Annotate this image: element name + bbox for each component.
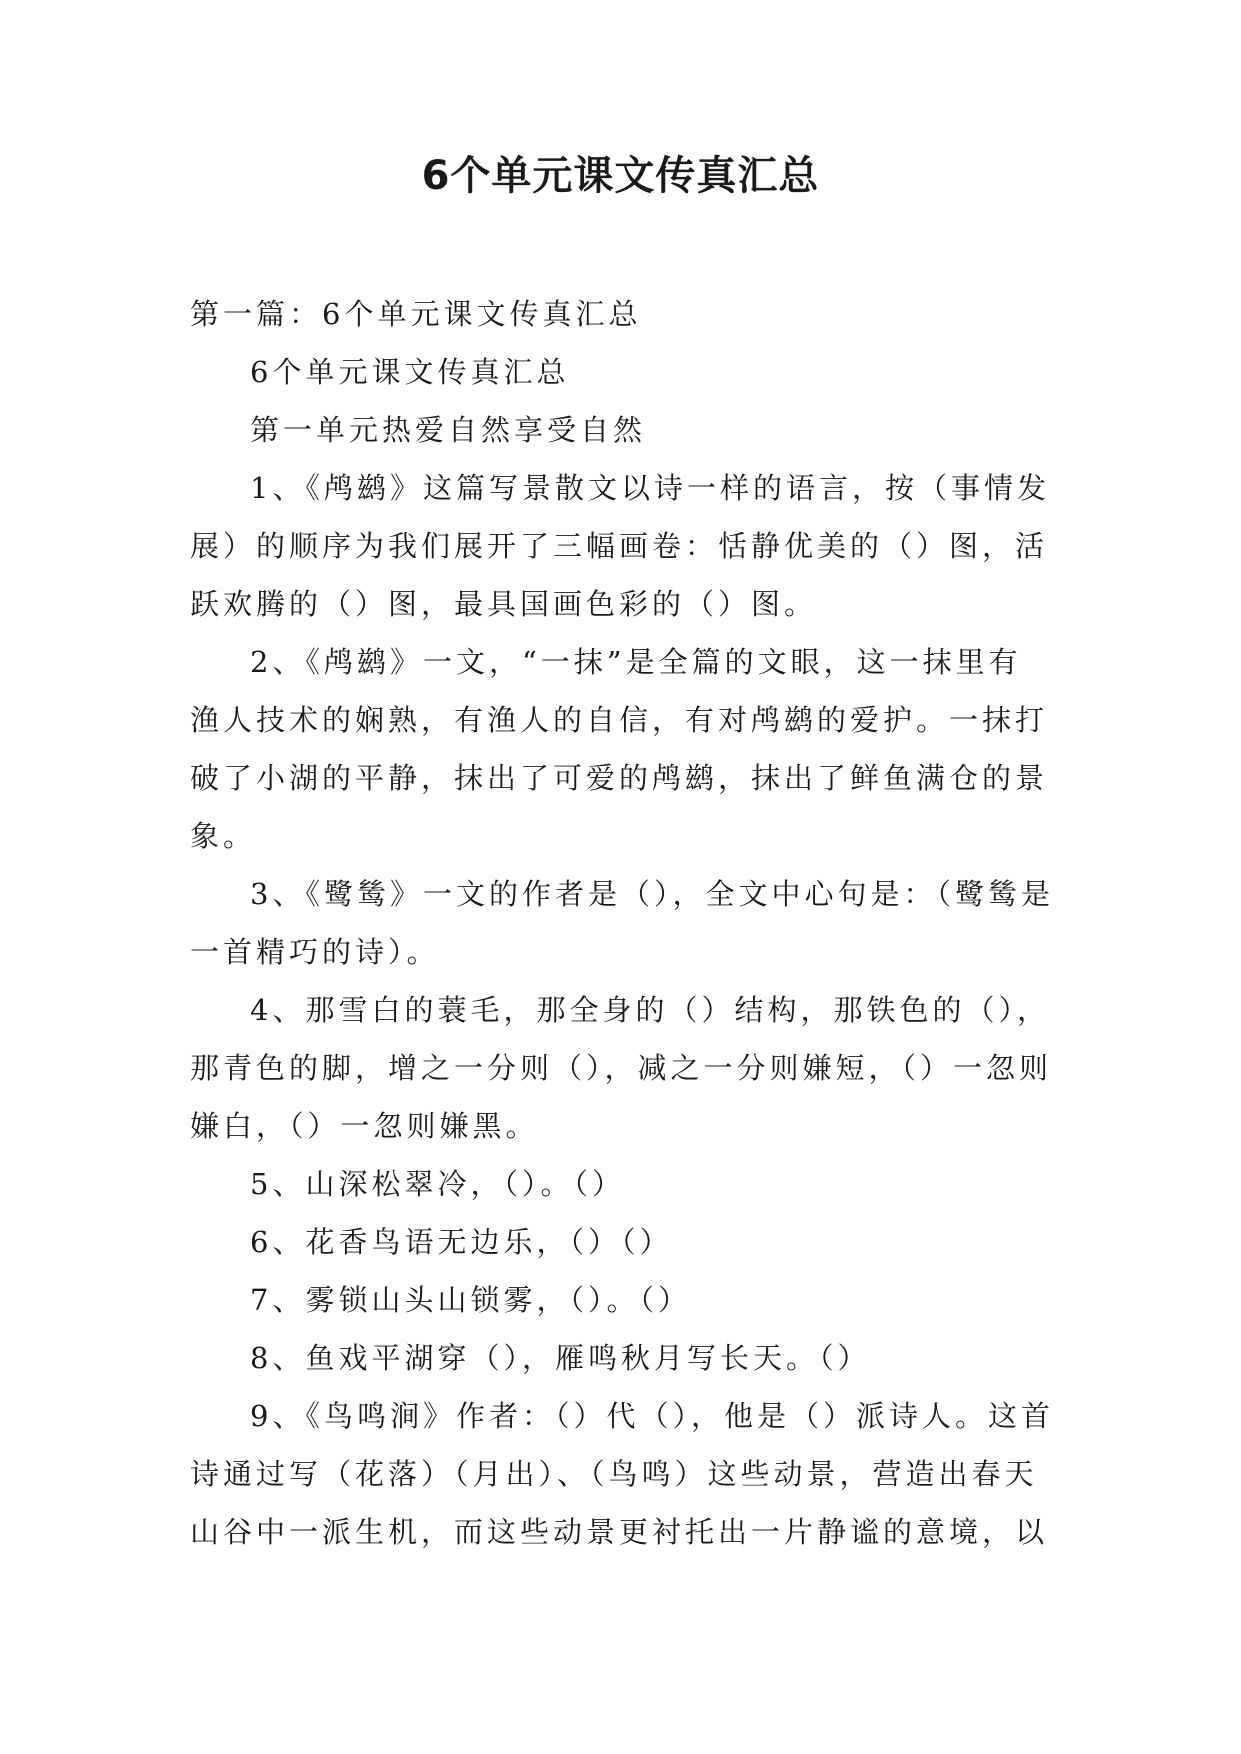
text-line: 4、那雪白的蓑毛，那全身的（）结构，那铁色的（）， xyxy=(250,993,1050,1027)
text-line: 跃欢腾的（）图，最具国画色彩的（）图。 xyxy=(190,587,818,621)
text-line: 7、雾锁山头山锁雾，（）。（） xyxy=(250,1283,691,1317)
text-line: 山谷中一派生机，而这些动景更衬托出一片静谧的意境，以 xyxy=(190,1515,1049,1549)
text-line: 破了小湖的平静，抹出了可爱的鸬鹚，抹出了鲜鱼满仓的景 xyxy=(190,761,1049,795)
text-line: 1、《鸬鹚》这篇写景散文以诗一样的语言，按（事情发 xyxy=(250,471,1050,505)
text-line: 6、花香鸟语无边乐，（）（） xyxy=(250,1225,673,1259)
text-line: 8、鱼戏平湖穿（），雁鸣秋月写长天。（） xyxy=(250,1341,871,1375)
text-line: 象。 xyxy=(190,819,257,853)
text-line: 6个单元课文传真汇总 xyxy=(250,355,570,389)
text-line: 2、《鸬鹚》一文，“一抹”是全篇的文眼，这一抹里有 xyxy=(250,645,1022,679)
text-line: 嫌白，（）一忽则嫌黑。 xyxy=(190,1109,539,1143)
text-line: 那青色的脚，增之一分则（），减之一分则嫌短，（）一忽则 xyxy=(190,1051,1053,1085)
text-line: 第一篇：6个单元课文传真汇总 xyxy=(190,297,642,331)
text-line: 9、《鸟鸣涧》作者：（）代（），他是（）派诗人。这首 xyxy=(250,1399,1054,1433)
document-body xyxy=(190,285,1054,1561)
text-line: 诗通过写（花落）（月出）、（鸟鸣）这些动景，营造出春天 xyxy=(190,1457,1038,1491)
text-line: 3、《鹭鸶》一文的作者是（），全文中心句是：（鹭鸶是 xyxy=(250,877,1054,911)
text-line: 第一单元热爱自然享受自然 xyxy=(250,413,647,447)
document-title: 6个单元课文传真汇总 xyxy=(421,153,820,199)
text-line: 渔人技术的娴熟，有渔人的自信，有对鸬鹚的爱护。一抹打 xyxy=(190,703,1049,737)
text-line: 一首精巧的诗）。 xyxy=(190,935,440,969)
text-line: 展）的顺序为我们展开了三幅画卷：恬静优美的（）图，活 xyxy=(190,529,1049,563)
text-line: 5、山深松翠冷，（）。（） xyxy=(250,1167,625,1201)
